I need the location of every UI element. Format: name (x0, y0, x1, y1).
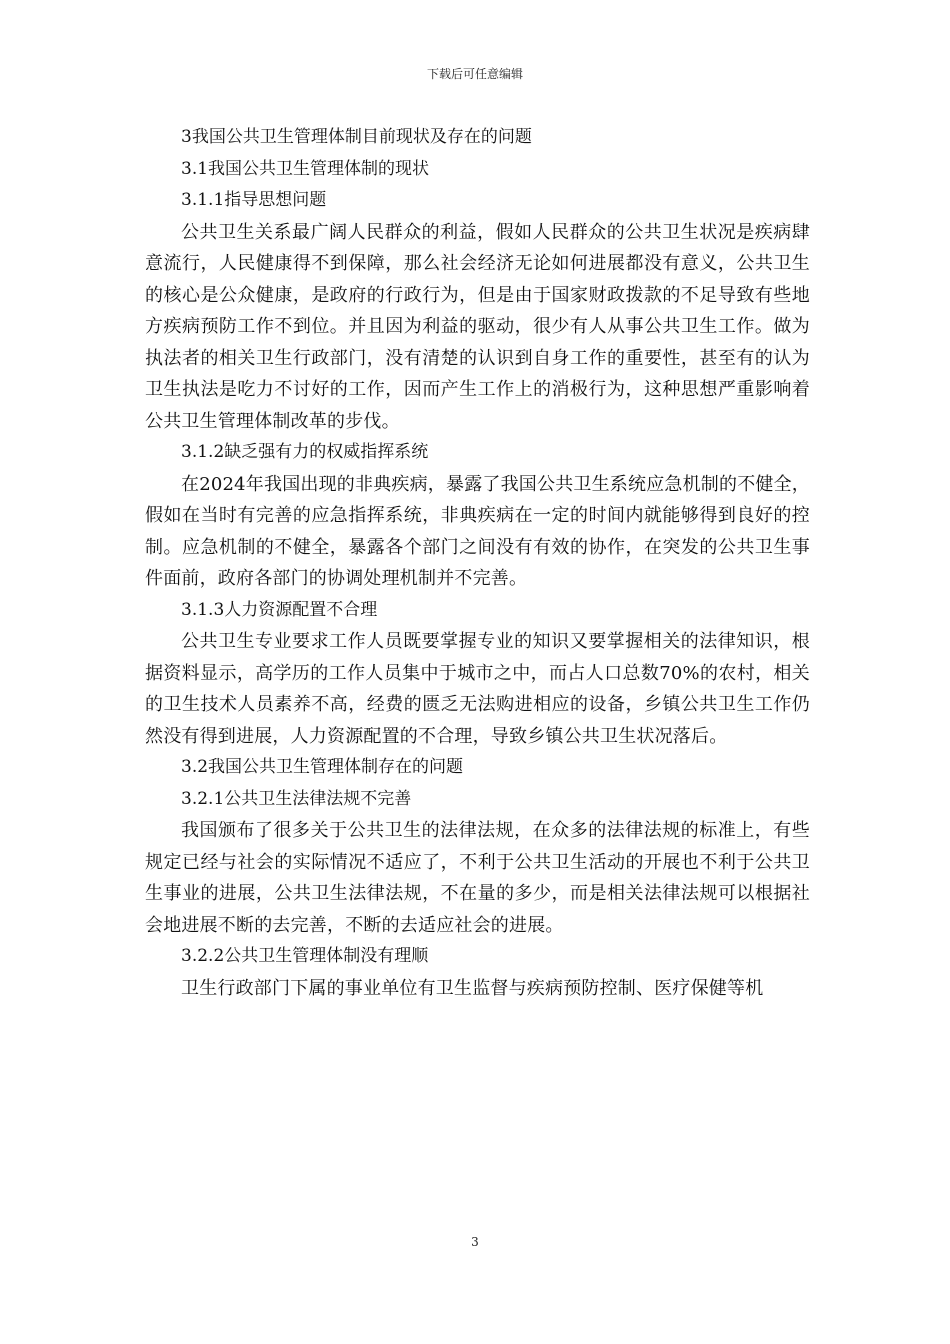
section-heading-3-2-2: 3.2.2公共卫生管理体制没有理顺 (181, 946, 429, 966)
section-heading-3-1-3: 3.1.3人力资源配置不合理 (181, 599, 378, 620)
page-number: 3 (471, 1235, 479, 1249)
document-body (145, 122, 810, 1004)
paragraph-guiding-ideology: 公共卫生关系最广阔人民群众的利益，假如人民群众的公共卫生状况是疾病肆意流行，人民健康得不到保障，那么社会经济无论如何进展都没有意义，公共卫生的核心是公众健康，是政府的行政行为，但是由于国家财政拨款的不足导致有些地方疾病预防工作不到位。并且因为利益的驱动，很少有人从事公共卫生工作。做为执法者的相关卫生行政部门，没有清楚的认识到自身工作的重要性，甚至有的认为卫生执法是吃力不讨好的工作，因而产生工作上的消极行为，这种思想严重影响着公共卫生管理体制改革的步伐。 (145, 221, 810, 432)
paragraph-laws-regulations: 我国颁布了很多关于公共卫生的法律法规，在众多的法律法规的标准上，有些规定已经与社会的实际情况不适应了，不利于公共卫生活动的开展也不利于公共卫生事业的进展，公共卫生法律法规，不在量的多少，而是相关法律法规可以根据社会地进展不断的去完善，不断的去适应社会的进展。 (145, 820, 810, 936)
section-heading-3: 3我国公共卫生管理体制目前现状及存在的问题 (181, 127, 532, 147)
page-header: 下载后可任意编辑 (426, 67, 523, 81)
section-heading-3-1-2: 3.1.2缺乏强有力的权威指挥系统 (181, 442, 429, 462)
section-heading-3-1: 3.1我国公共卫生管理体制的现状 (181, 158, 430, 179)
paragraph-command-system: 在2024年我国出现的非典疾病，暴露了我国公共卫生系统应急机制的不健全，假如在当时有完善的应急指挥系统，非典疾病在一定的时间内就能够得到良好的控制。应急机制的不健全，暴露各个部门之间没有有效的协作，在突发的公共卫生事件面前，政府各部门的协调处理机制并不完善。 (145, 473, 811, 589)
paragraph-management-system: 卫生行政部门下属的事业单位有卫生监督与疾病预防控制、医疗保健等机 (181, 977, 764, 999)
section-heading-3-1-1: 3.1.1指导思想问题 (181, 190, 327, 210)
section-heading-3-2: 3.2我国公共卫生管理体制存在的问题 (181, 757, 464, 777)
section-heading-3-2-1: 3.2.1公共卫生法律法规不完善 (181, 788, 412, 809)
paragraph-human-resources: 公共卫生专业要求工作人员既要掌握专业的知识又要掌握相关的法律知识，根据资料显示，高学历的工作人员集中于城市之中，而占人口总数70%的农村，相关的卫生技术人员素养不高，经费的匮乏无法购进相应的设备，乡镇公共卫生工作仍然没有得到进展，人力资源配置的不合理，导致乡镇公共卫生状况落后。 (145, 631, 810, 747)
